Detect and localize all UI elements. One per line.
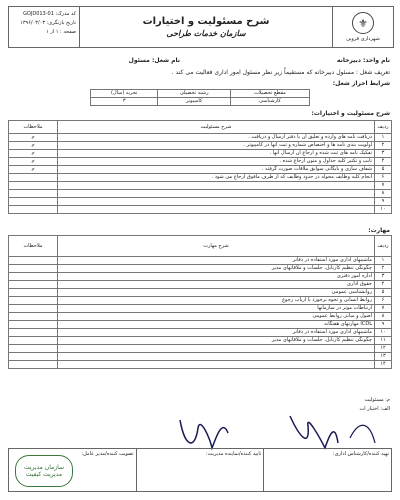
requirements-table (90, 89, 310, 106)
table-row: ۹ ICDL مهارتهای هفتگانه (9, 321, 392, 329)
skills-section-label: مهارت: (368, 227, 390, 234)
table-row: ۹ (9, 198, 392, 206)
skills-desc-header: شرح مهارت (58, 236, 375, 257)
resp-notes-header: ملاحظات (9, 121, 58, 134)
resp-desc-header: شرح مسئولیت (58, 121, 375, 134)
header-title-block (79, 7, 332, 47)
req-header-field: رشته تحصیلی (158, 90, 231, 98)
org-name: شهرداری قزوین (346, 36, 380, 42)
table-row: ۵ شفاف سازی و بایگانی سوابق ملاقات صورت گرفته . م (9, 166, 392, 174)
req-value-field: کامپیوتر (158, 98, 231, 106)
table-row: ۶ انجام کلیه وظایف محوله در حدود وظایف که از طرف مافوق ارجاع می شود . (9, 174, 392, 182)
table-row: ۷ ارتباطات موثر در سازمانها (9, 305, 392, 313)
signature-block (8, 448, 392, 492)
prepared-by-cell (263, 449, 391, 491)
table-row: ۱۲ (9, 345, 392, 353)
req-value-education: کارشناسی (230, 98, 309, 106)
req-header-education: مقطع تحصیلات (230, 90, 309, 98)
table-row: ۳ تفکیک نامه های ثبت شده و ارجاع آن ارسال آنها . م (9, 150, 392, 158)
page-number: صفحه : ۱ از ۱ (46, 29, 76, 35)
doc-meta (9, 7, 79, 47)
footnote-responsibility: م: مسئولیت (364, 397, 390, 403)
confirmed-by-cell (136, 449, 264, 491)
resp-row-header: ردیف (375, 121, 392, 134)
table-row: ۱۴ (9, 361, 392, 369)
table-row: ۶ روابط انسانی و نحوه برخورد با ارباب رجوع (9, 297, 392, 305)
page-subtitle: سازمان خدمات طراحی (166, 29, 246, 38)
table-row: ۷ (9, 182, 392, 190)
job-definition: تعریف شغل : مسئول دبیرخانه که مستقیماً زیر نظر مسئول امور اداری فعالیت می کند . (171, 69, 390, 76)
document-header (8, 6, 394, 48)
table-row: ۱ دریافت نامه های وارده و تعلیق آن با دفتر ارسال و دریافت . م (9, 134, 392, 142)
table-row: ۱ ماشینهای اداری مورد استفاده در دفاتر (9, 257, 392, 265)
handwritten-signatures (150, 408, 390, 453)
req-header-experience: تجربه (سال) (91, 90, 158, 98)
table-row: ۴ حقوق اداری (9, 281, 392, 289)
skills-notes-header: ملاحظات (9, 236, 58, 257)
table-row: ۱۱ چگونگی تنظیم کارتابل، جلسات و ملاقاتهای مدیر (9, 337, 392, 345)
footnote-authority: الف: اختیار ا‌ت (359, 406, 390, 412)
table-row: ۳ اداره امور دفتری (9, 273, 392, 281)
table-row: ۴ تایپ و تکثیر کلیه جداول و متون ارجاع شده . م (9, 158, 392, 166)
req-value-experience: ۳ (91, 98, 158, 106)
table-row: ۸ اصول و مبانی روابط عمومی (9, 313, 392, 321)
unit-name: نام واحد: دبیرخانه (336, 57, 390, 64)
approved-by-cell (9, 449, 136, 491)
job-name: نام شغل: مسئول (128, 57, 180, 64)
approval-stamp: سازمان مدیریت مدیریت کیفیت (15, 455, 73, 487)
table-row: ۱۳ (9, 353, 392, 361)
approved-by-label: تصویب کننده/مدیر عامل: (81, 451, 134, 457)
table-row: ۱۰ ماشینهای اداری مورد استفاده در دفاتر (9, 329, 392, 337)
responsibilities-section-label: شرح مسئولیت و اختیارات: (311, 110, 390, 117)
table-row: ۸ (9, 190, 392, 198)
municipality-emblem-icon: ⚜ (352, 12, 374, 34)
page-title: شرح مسئولیت و اختیارات (142, 16, 270, 27)
doc-code: کد مدرک: GOJD013-01 (23, 11, 76, 17)
requirements-title: شرایط احراز شغل: (332, 80, 390, 87)
table-row: ۲ چگونگی تنظیم کارتابل، جلسات و ملاقاتهای مدیر (9, 265, 392, 273)
skills-row-header: ردیف (375, 236, 392, 257)
table-row: ۲ اولویت بندی نامه ها و اختصاص شماره و ثبت آنها در کامپیوتر . م (9, 142, 392, 150)
skills-table (8, 235, 392, 369)
table-row: ۱۰ (9, 206, 392, 214)
confirmed-by-label: تایید کننده/نماینده مدیریت: (205, 451, 262, 457)
responsibilities-table (8, 120, 392, 214)
revision-date: تاریخ بازنگری: ۱۳۹۶/۰۳/۰۳ (20, 20, 76, 26)
table-row: ۵ روانشناسی عمومی (9, 289, 392, 297)
org-logo (332, 7, 393, 47)
prepared-by-label: تهیه کننده/کارشناس اداری: (332, 451, 389, 457)
